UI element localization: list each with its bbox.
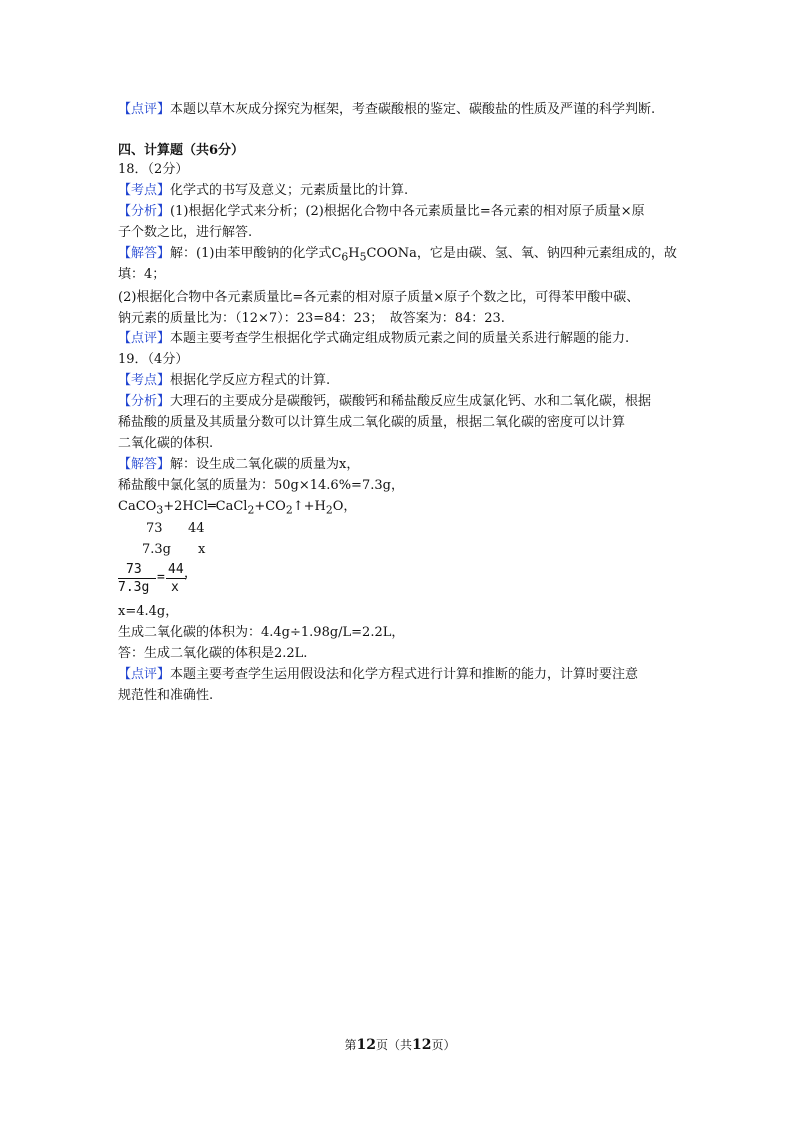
kaodian-tag: 【考点】 <box>118 183 171 198</box>
q18-jieda <box>118 245 677 267</box>
q18-fenxi-cont: 子个数之比，进行解答. <box>118 225 253 240</box>
proportion-fraction <box>118 560 198 596</box>
q18-dianping <box>118 330 629 348</box>
dianping-text: 本题主要考查学生根据化学式确定组成物质元素之间的质量关系进行解题的能力. <box>170 331 630 346</box>
q18-jieda-line4: 钠元素的质量比为：（12×7）：23=84：23； 故答案为：84：23. <box>118 311 505 326</box>
q19-answer: 答：生成二氧化碳的体积是2.2L. <box>118 646 308 661</box>
mass-caco3: 73 <box>146 521 163 536</box>
section-title: 四、计算题（共6分） <box>118 143 245 158</box>
fraction-right-bar <box>166 578 186 579</box>
fraction-comma: ， <box>184 566 198 581</box>
dianping-tag: 【点评】 <box>118 102 171 117</box>
q19-volume: 生成二氧化碳的体积为：4.4g÷1.98g/L=2.2L， <box>118 625 405 640</box>
fraction-equals: = <box>157 570 165 585</box>
fraction-right-numerator: 44 <box>168 562 184 577</box>
given-hcl: 7.3g <box>142 542 171 557</box>
jieda-tag: 【解答】 <box>118 246 171 261</box>
q18-kaodian <box>118 182 408 200</box>
q19-number: 19．（4分） <box>118 352 189 367</box>
q19-dianping <box>118 666 638 684</box>
fraction-left-denominator: 7.3g <box>118 580 150 595</box>
q18-jieda-line3: (2)根据化合物中各元素质量比=各元素的相对原子质量×原子个数之比，可得苯甲酸中碳、 <box>118 290 640 305</box>
fraction-left-numerator: 73 <box>126 562 142 577</box>
kaodian-text: 根据化学反应方程式的计算. <box>170 373 331 388</box>
comment-text: 本题以草木灰成分探究为框架，考查碳酸根的鉴定、碳酸盐的性质及严谨的科学判断. <box>170 102 656 117</box>
q19-jieda <box>118 456 359 474</box>
fraction-right-denominator: x <box>171 580 179 595</box>
top-comment <box>118 101 655 119</box>
page-total: 12 <box>412 1037 432 1053</box>
jieda-text: 解：(1)由苯甲酸钠的化学式 <box>170 246 332 261</box>
kaodian-text: 化学式的书写及意义；元素质量比的计算. <box>170 183 409 198</box>
jieda-text: 解：设生成二氧化碳的质量为x， <box>170 457 360 472</box>
fraction-left-bar <box>118 578 156 579</box>
dianping-tag: 【点评】 <box>118 667 171 682</box>
given-x: x <box>198 542 206 557</box>
mass-co2: 44 <box>188 521 205 536</box>
formula-benzoate: $C_6H_5COONa$ <box>331 246 417 264</box>
fenxi-text: (1)根据化学式来分析；(2)根据化合物中各元素质量比=各元素的相对原子质量×原 <box>170 204 645 219</box>
q19-dianping-cont: 规范性和准确性. <box>118 688 214 703</box>
q18-jieda-line2: 填：4； <box>118 267 166 282</box>
q18-fenxi <box>118 203 645 221</box>
fenxi-tag: 【分析】 <box>118 394 171 409</box>
q19-equation: $CaCO_3+2HCl═CaCl_2+CO_2↑+H_2O$， <box>118 499 357 517</box>
q19-fenxi-cont1: 稀盐酸的质量及其质量分数可以计算生成二氧化碳的质量，根据二氧化碳的密度可以计算 <box>118 415 626 430</box>
dianping-text: 本题主要考查学生运用假设法和化学方程式进行计算和推断的能力，计算时要注意 <box>170 667 639 682</box>
q19-kaodian <box>118 372 330 390</box>
fenxi-text: 大理石的主要成分是碳酸钙，碳酸钙和稀盐酸反应生成氯化钙、水和二氧化碳，根据 <box>170 394 652 409</box>
page-number: 12 <box>356 1037 376 1053</box>
q19-fenxi <box>118 393 651 411</box>
jieda-tag: 【解答】 <box>118 457 171 472</box>
q19-fenxi-cont2: 二氧化碳的体积. <box>118 436 214 451</box>
q19-hcl-mass: 稀盐酸中氯化氢的质量为：50g×14.6%=7.3g， <box>118 478 404 493</box>
kaodian-tag: 【考点】 <box>118 373 171 388</box>
page-footer: 第12页（共12页） <box>344 1037 456 1053</box>
dianping-tag: 【点评】 <box>118 331 171 346</box>
jieda-text-cont: ，它是由碳、氢、氧、钠四种元素组成的，故 <box>416 246 677 261</box>
fenxi-tag: 【分析】 <box>118 204 171 219</box>
q19-result-x: x=4.4g， <box>118 604 179 619</box>
q18-number: 18．（2分） <box>118 162 189 177</box>
